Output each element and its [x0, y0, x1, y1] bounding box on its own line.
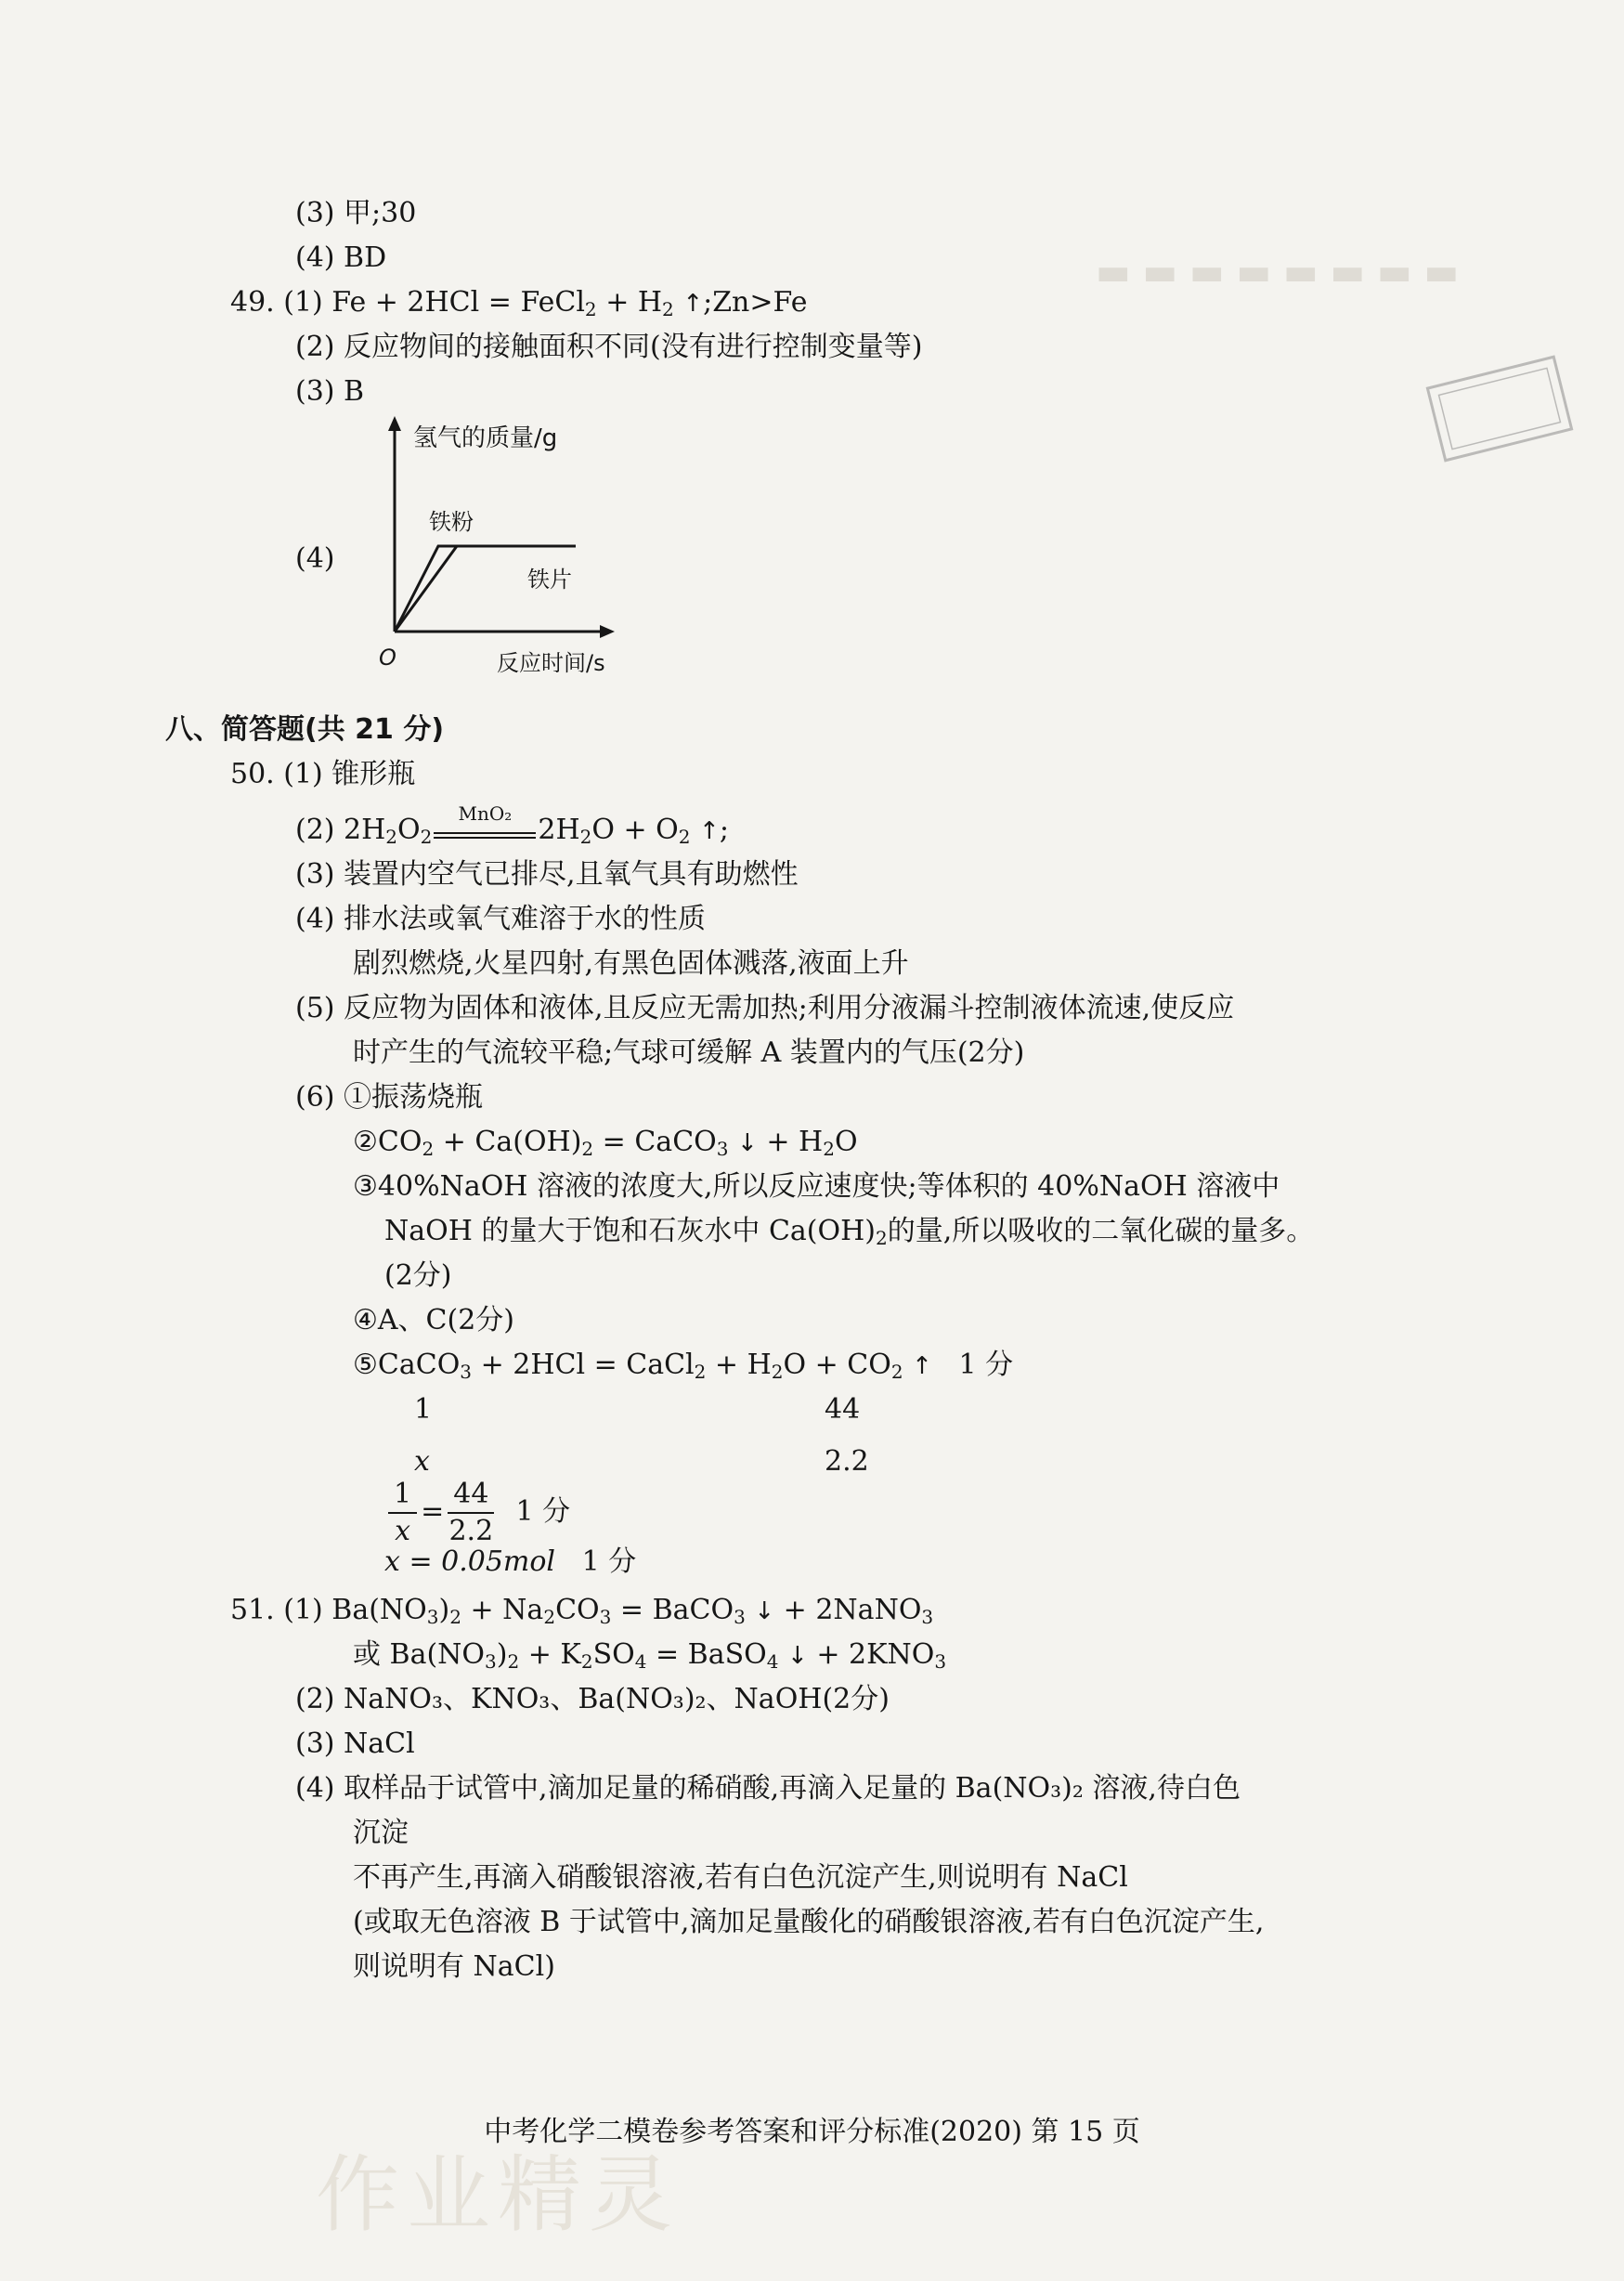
- graph-xlabel: 反应时间/s: [497, 650, 605, 676]
- watermark: 作业精灵: [316, 2146, 680, 2244]
- q50-2: [295, 802, 729, 852]
- q51-number: 51. (1): [230, 1594, 323, 1626]
- ratio-left-x: x: [414, 1445, 430, 1478]
- q51-2: (2) NaNO₃、KNO₃、Ba(NO₃)₂、NaOH(2分): [295, 1683, 890, 1715]
- q50-6-4: ④A、C(2分): [353, 1304, 515, 1336]
- q51-4c: 不再产生,再滴入硝酸银溶液,若有白色沉淀产生,则说明有 NaCl: [353, 1861, 1128, 1894]
- q48-3: (3) 甲;30: [295, 197, 417, 229]
- q51-4d: (或取无色溶液 B 于试管中,滴加足量酸化的硝酸银溶液,若有白色沉淀产生,: [353, 1906, 1265, 1938]
- q50-4b: 剧烈燃烧,火星四射,有黑色固体溅落,液面上升: [353, 947, 909, 980]
- section-8-title: 八、简答题(共 21 分): [165, 713, 445, 746]
- q51-1: [230, 1590, 933, 1632]
- q49-2: (2) 反应物间的接触面积不同(没有进行控制变量等): [295, 331, 923, 363]
- q51-4b: 沉淀: [353, 1817, 409, 1849]
- q50-5b: 时产生的气流较平稳;气球可缓解 A 装置内的气压(2分): [353, 1036, 1025, 1069]
- q50-6-3c: (2分): [384, 1259, 452, 1292]
- series-label-sheet: 铁片: [527, 567, 572, 593]
- q50-1: [230, 754, 415, 795]
- ratio-left-1: 1: [414, 1393, 433, 1426]
- graph-origin: O: [379, 645, 396, 671]
- x-axis-arrow-icon: [600, 625, 615, 638]
- q50-6-3b-pre: NaOH 的量大于饱和石灰水中 Ca(OH): [384, 1215, 876, 1247]
- q50-6-5-score: 1 分: [958, 1349, 1014, 1381]
- q51-4e: 则说明有 NaCl): [353, 1950, 555, 1983]
- ratio-right-val: 2.2: [825, 1445, 869, 1478]
- q49-1-number: 49. (1): [230, 286, 323, 319]
- q51-1-alt-word: 或: [353, 1638, 381, 1671]
- q50-6-3b-post: 的量,所以吸收的二氧化碳的量多。: [887, 1215, 1315, 1247]
- q49-3: (3) B: [295, 375, 365, 408]
- q51-3: (3) NaCl: [295, 1727, 415, 1760]
- result-line: [384, 1542, 636, 1583]
- y-axis-arrow-icon: [388, 416, 401, 431]
- stamp-icon: [1421, 353, 1579, 464]
- q50-2-equation: $2H_2O_2$ MnO₂ $2H_2O + O_2$ ↑;: [344, 802, 729, 848]
- fraction-right: $\frac{44}{2.2}$: [448, 1478, 494, 1547]
- result-value: x = 0.05mol: [384, 1545, 556, 1578]
- proportion-score: 1 分: [515, 1495, 571, 1528]
- q51-1-equation-1: $Ba(NO_3)_2 + Na_2CO_3$ = BaCO$_3$ ↓ + 2NaNO$_3$: [331, 1594, 934, 1628]
- q50-2-label: (2): [295, 814, 335, 846]
- q50-number: 50. (1): [230, 758, 323, 790]
- proportion-equation: $\frac{1}{x}$ = $\frac{44}{2.2}$ 1 分: [384, 1475, 570, 1549]
- q49-4: (4): [295, 542, 335, 575]
- result-score: 1 分: [581, 1545, 637, 1578]
- q50-1-answer: 锥形瓶: [331, 758, 416, 790]
- q51-1-alt: 或 $Ba(NO_3)_2 + K_2SO_4$ = BaSO$_4$ ↓ + $2KNO_3$: [353, 1638, 947, 1673]
- q50-5: (5) 反应物为固体和液体,且反应无需加热;利用分液漏斗控制液体流速,使反应: [295, 992, 1235, 1024]
- q50-6-3: ③40%NaOH 溶液的浓度大,所以反应速度快;等体积的 40%NaOH 溶液中: [353, 1170, 1280, 1203]
- q50-4: (4) 排水法或氧气难溶于水的性质: [295, 903, 707, 935]
- q49-1: [230, 282, 807, 324]
- catalyst-label: MnO₂: [458, 802, 513, 825]
- page-footer: 中考化学二模卷参考答案和评分标准(2020) 第 15 页: [484, 2116, 1140, 2148]
- bleed-through-text: ▬ ▬ ▬ ▬ ▬ ▬ ▬ ▬: [1096, 251, 1460, 293]
- series-label-powder: 铁粉: [429, 509, 474, 535]
- hydrogen-mass-graph: [371, 409, 650, 687]
- ratio-right-44: 44: [825, 1393, 861, 1426]
- q51-4: (4) 取样品于试管中,滴加足量的稀硝酸,再滴入足量的 Ba(NO₃)₂ 溶液,待白色: [295, 1772, 1241, 1805]
- q50-6-5: ⑤CaCO$_3$ + 2HCl = CaCl$_2$ + $H_2O + CO_2$ ↑ 1 分: [353, 1349, 1014, 1383]
- q50-6-3b: NaOH 的量大于饱和石灰水中 $Ca(OH)_2$的量,所以吸收的二氧化碳的量多。: [384, 1215, 1315, 1249]
- q49-1-equation: Fe + 2HCl = FeCl$_2$ + $H_2$ ↑: [331, 286, 704, 320]
- q49-1-activity: ;Zn>Fe: [703, 286, 808, 319]
- q50-6-1: (6) ①振荡烧瓶: [295, 1081, 484, 1114]
- fraction-left: $\frac{1}{x}$: [388, 1477, 417, 1549]
- q48-4: (4) BD: [295, 241, 387, 274]
- q50-3: (3) 装置内空气已排尽,且氧气具有助燃性: [295, 858, 799, 891]
- q50-6-2: $②CO_2 + Ca(OH)_2$ = CaCO$_3$ ↓ + $H_2O$: [353, 1126, 858, 1160]
- iron-sheet-curve: [395, 546, 457, 632]
- graph-ylabel: 氢气的质量/g: [413, 424, 558, 452]
